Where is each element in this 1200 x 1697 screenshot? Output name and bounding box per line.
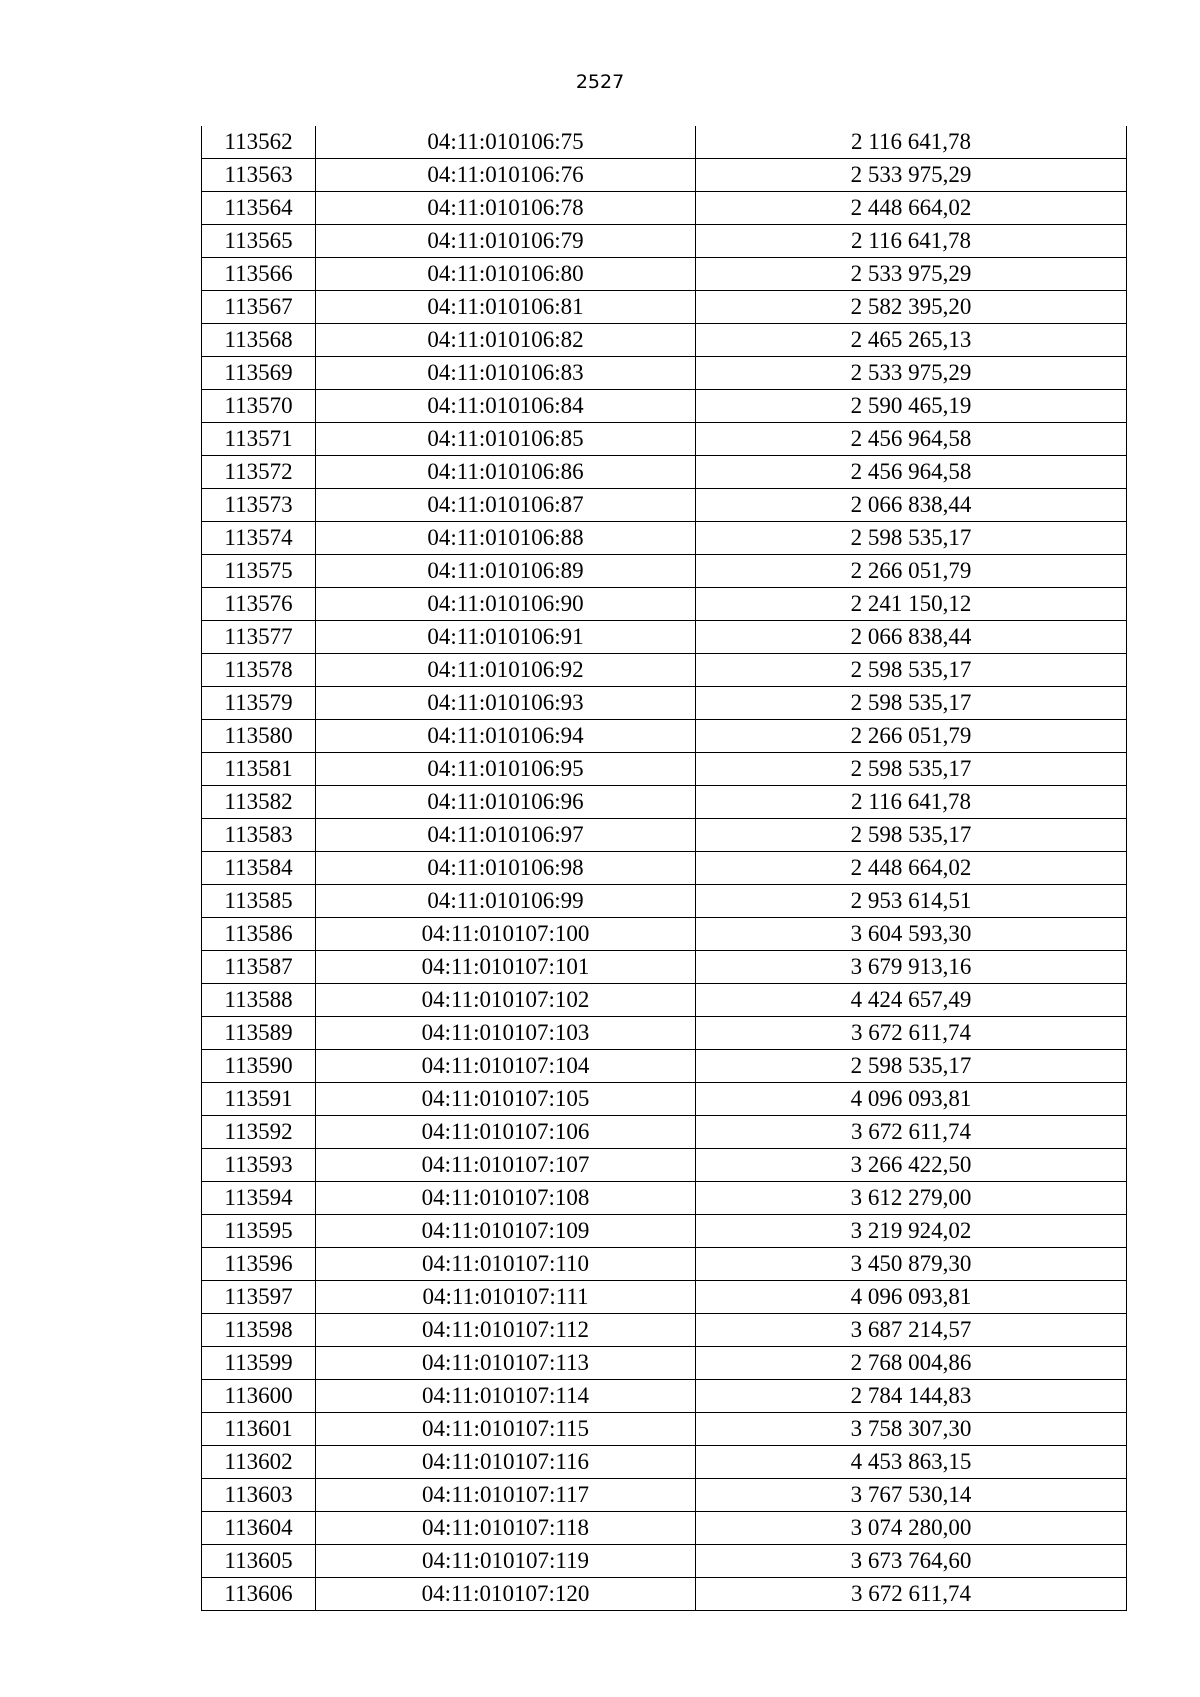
row-number-cell: 113581: [202, 753, 316, 786]
cadastral-value-cell: 2 784 144,83: [696, 1380, 1127, 1413]
row-number-cell: 113590: [202, 1050, 316, 1083]
table-row: [202, 324, 1127, 357]
cadastral-value-cell: 2 598 535,17: [696, 1050, 1127, 1083]
row-number-cell: 113573: [202, 489, 316, 522]
row-number-cell: 113601: [202, 1413, 316, 1446]
cadastral-value-cell: 2 241 150,12: [696, 588, 1127, 621]
cadastral-value-cell: 2 768 004,86: [696, 1347, 1127, 1380]
row-number-cell: 113604: [202, 1512, 316, 1545]
cadastral-value-cell: 3 074 280,00: [696, 1512, 1127, 1545]
table-row: [202, 753, 1127, 786]
cadastral-value-cell: 3 266 422,50: [696, 1149, 1127, 1182]
cadastral-value-cell: 4 096 093,81: [696, 1083, 1127, 1116]
cadastral-number-cell: 04:11:010107:110: [316, 1248, 696, 1281]
cadastral-number-cell: 04:11:010107:113: [316, 1347, 696, 1380]
cadastral-value-cell: 2 116 641,78: [696, 786, 1127, 819]
cadastral-number-cell: 04:11:010106:90: [316, 588, 696, 621]
row-number-cell: 113578: [202, 654, 316, 687]
row-number-cell: 113575: [202, 555, 316, 588]
row-number-cell: 113606: [202, 1578, 316, 1611]
row-number-cell: 113576: [202, 588, 316, 621]
row-number-cell: 113583: [202, 819, 316, 852]
cadastral-number-cell: 04:11:010107:103: [316, 1017, 696, 1050]
row-number-cell: 113597: [202, 1281, 316, 1314]
cadastral-value-cell: 4 424 657,49: [696, 984, 1127, 1017]
cadastral-number-cell: 04:11:010106:97: [316, 819, 696, 852]
cadastral-value-cell: 4 096 093,81: [696, 1281, 1127, 1314]
cadastral-number-cell: 04:11:010106:99: [316, 885, 696, 918]
table-row: [202, 786, 1127, 819]
table-row: [202, 621, 1127, 654]
cadastral-value-cell: 3 450 879,30: [696, 1248, 1127, 1281]
cadastral-value-cell: 2 533 975,29: [696, 258, 1127, 291]
table-row: [202, 1314, 1127, 1347]
cadastral-number-cell: 04:11:010106:86: [316, 456, 696, 489]
row-number-cell: 113577: [202, 621, 316, 654]
table-body: [202, 126, 1127, 1611]
cadastral-number-cell: 04:11:010106:92: [316, 654, 696, 687]
row-number-cell: 113563: [202, 159, 316, 192]
row-number-cell: 113595: [202, 1215, 316, 1248]
row-number-cell: 113587: [202, 951, 316, 984]
cadastral-value-cell: 2 598 535,17: [696, 753, 1127, 786]
row-number-cell: 113598: [202, 1314, 316, 1347]
row-number-cell: 113580: [202, 720, 316, 753]
table-row: [202, 555, 1127, 588]
cadastral-value-cell: 3 673 764,60: [696, 1545, 1127, 1578]
table-row: [202, 489, 1127, 522]
row-number-cell: 113602: [202, 1446, 316, 1479]
table-row: [202, 126, 1127, 159]
cadastral-number-cell: 04:11:010107:102: [316, 984, 696, 1017]
table-row: [202, 885, 1127, 918]
row-number-cell: 113605: [202, 1545, 316, 1578]
cadastral-value-cell: 2 590 465,19: [696, 390, 1127, 423]
table-row: [202, 1182, 1127, 1215]
row-number-cell: 113579: [202, 687, 316, 720]
row-number-cell: 113599: [202, 1347, 316, 1380]
table-row: [202, 423, 1127, 456]
table-row: [202, 984, 1127, 1017]
cadastral-number-cell: 04:11:010106:98: [316, 852, 696, 885]
table-row: [202, 1347, 1127, 1380]
cadastral-value-cell: 2 953 614,51: [696, 885, 1127, 918]
cadastral-number-cell: 04:11:010106:82: [316, 324, 696, 357]
cadastral-value-cell: 3 672 611,74: [696, 1578, 1127, 1611]
table-row: [202, 390, 1127, 423]
cadastral-number-cell: 04:11:010106:87: [316, 489, 696, 522]
row-number-cell: 113570: [202, 390, 316, 423]
table-row: [202, 1017, 1127, 1050]
table-row: [202, 1446, 1127, 1479]
cadastral-number-cell: 04:11:010107:119: [316, 1545, 696, 1578]
table-row: [202, 588, 1127, 621]
table-row: [202, 291, 1127, 324]
row-number-cell: 113572: [202, 456, 316, 489]
cadastral-number-cell: 04:11:010106:88: [316, 522, 696, 555]
cadastral-value-cell: 2 116 641,78: [696, 225, 1127, 258]
row-number-cell: 113569: [202, 357, 316, 390]
cadastral-value-cell: 3 758 307,30: [696, 1413, 1127, 1446]
cadastral-number-cell: 04:11:010107:109: [316, 1215, 696, 1248]
table-row: [202, 1248, 1127, 1281]
cadastral-value-cell: 2 116 641,78: [696, 126, 1127, 159]
cadastral-number-cell: 04:11:010106:95: [316, 753, 696, 786]
cadastral-number-cell: 04:11:010106:76: [316, 159, 696, 192]
row-number-cell: 113562: [202, 126, 316, 159]
cadastral-number-cell: 04:11:010106:93: [316, 687, 696, 720]
row-number-cell: 113574: [202, 522, 316, 555]
row-number-cell: 113584: [202, 852, 316, 885]
row-number-cell: 113586: [202, 918, 316, 951]
cadastral-number-cell: 04:11:010106:85: [316, 423, 696, 456]
table-row: [202, 1479, 1127, 1512]
cadastral-number-cell: 04:11:010107:118: [316, 1512, 696, 1545]
row-number-cell: 113567: [202, 291, 316, 324]
table-row: [202, 192, 1127, 225]
cadastral-number-cell: 04:11:010107:104: [316, 1050, 696, 1083]
cadastral-number-cell: 04:11:010106:89: [316, 555, 696, 588]
row-number-cell: 113585: [202, 885, 316, 918]
table-row: [202, 159, 1127, 192]
row-number-cell: 113564: [202, 192, 316, 225]
row-number-cell: 113600: [202, 1380, 316, 1413]
cadastral-value-cell: 2 266 051,79: [696, 555, 1127, 588]
cadastral-number-cell: 04:11:010106:81: [316, 291, 696, 324]
cadastral-number-cell: 04:11:010106:80: [316, 258, 696, 291]
cadastral-value-cell: 2 448 664,02: [696, 852, 1127, 885]
cadastral-number-cell: 04:11:010106:91: [316, 621, 696, 654]
cadastral-number-cell: 04:11:010107:116: [316, 1446, 696, 1479]
row-number-cell: 113565: [202, 225, 316, 258]
cadastral-value-cell: 3 612 279,00: [696, 1182, 1127, 1215]
cadastral-number-cell: 04:11:010107:115: [316, 1413, 696, 1446]
row-number-cell: 113592: [202, 1116, 316, 1149]
cadastral-value-cell: 2 598 535,17: [696, 654, 1127, 687]
table-row: [202, 1380, 1127, 1413]
table-row: [202, 918, 1127, 951]
cadastral-number-cell: 04:11:010107:111: [316, 1281, 696, 1314]
cadastral-value-cell: 2 066 838,44: [696, 621, 1127, 654]
cadastral-value-cell: 2 533 975,29: [696, 357, 1127, 390]
table-row: [202, 456, 1127, 489]
row-number-cell: 113593: [202, 1149, 316, 1182]
cadastral-number-cell: 04:11:010107:114: [316, 1380, 696, 1413]
table-row: [202, 1578, 1127, 1611]
table-row: [202, 654, 1127, 687]
row-number-cell: 113566: [202, 258, 316, 291]
cadastral-value-cell: 3 219 924,02: [696, 1215, 1127, 1248]
cadastral-number-cell: 04:11:010107:120: [316, 1578, 696, 1611]
page-number: 2527: [575, 71, 625, 93]
table-row: [202, 1215, 1127, 1248]
table-row: [202, 225, 1127, 258]
table-row: [202, 1413, 1127, 1446]
cadastral-number-cell: 04:11:010106:79: [316, 225, 696, 258]
row-number-cell: 113582: [202, 786, 316, 819]
cadastral-number-cell: 04:11:010107:100: [316, 918, 696, 951]
cadastral-value-cell: 3 679 913,16: [696, 951, 1127, 984]
cadastral-number-cell: 04:11:010106:83: [316, 357, 696, 390]
cadastral-number-cell: 04:11:010106:78: [316, 192, 696, 225]
row-number-cell: 113591: [202, 1083, 316, 1116]
row-number-cell: 113571: [202, 423, 316, 456]
row-number-cell: 113596: [202, 1248, 316, 1281]
cadastral-number-cell: 04:11:010107:101: [316, 951, 696, 984]
cadastral-number-cell: 04:11:010107:107: [316, 1149, 696, 1182]
cadastral-value-cell: 2 465 265,13: [696, 324, 1127, 357]
cadastral-value-table: [201, 126, 1127, 1611]
cadastral-value-cell: 3 672 611,74: [696, 1116, 1127, 1149]
table-row: [202, 951, 1127, 984]
cadastral-value-cell: 2 066 838,44: [696, 489, 1127, 522]
table-row: [202, 1083, 1127, 1116]
row-number-cell: 113588: [202, 984, 316, 1017]
table-row: [202, 720, 1127, 753]
cadastral-value-cell: 2 533 975,29: [696, 159, 1127, 192]
cadastral-value-cell: 2 456 964,58: [696, 423, 1127, 456]
cadastral-number-cell: 04:11:010107:117: [316, 1479, 696, 1512]
cadastral-value-cell: 3 604 593,30: [696, 918, 1127, 951]
table-row: [202, 1149, 1127, 1182]
table-row: [202, 1281, 1127, 1314]
row-number-cell: 113603: [202, 1479, 316, 1512]
cadastral-value-cell: 2 456 964,58: [696, 456, 1127, 489]
cadastral-value-cell: 2 598 535,17: [696, 819, 1127, 852]
row-number-cell: 113568: [202, 324, 316, 357]
cadastral-number-cell: 04:11:010107:112: [316, 1314, 696, 1347]
cadastral-value-cell: 3 672 611,74: [696, 1017, 1127, 1050]
cadastral-number-cell: 04:11:010106:75: [316, 126, 696, 159]
table-row: [202, 522, 1127, 555]
cadastral-value-cell: 3 687 214,57: [696, 1314, 1127, 1347]
table-row: [202, 1116, 1127, 1149]
cadastral-value-cell: 2 598 535,17: [696, 522, 1127, 555]
cadastral-number-cell: 04:11:010107:106: [316, 1116, 696, 1149]
cadastral-value-cell: 3 767 530,14: [696, 1479, 1127, 1512]
cadastral-value-cell: 4 453 863,15: [696, 1446, 1127, 1479]
cadastral-number-cell: 04:11:010106:96: [316, 786, 696, 819]
cadastral-value-cell: 2 582 395,20: [696, 291, 1127, 324]
table-row: [202, 258, 1127, 291]
cadastral-number-cell: 04:11:010107:105: [316, 1083, 696, 1116]
cadastral-value-cell: 2 448 664,02: [696, 192, 1127, 225]
table-row: [202, 819, 1127, 852]
table-row: [202, 357, 1127, 390]
row-number-cell: 113589: [202, 1017, 316, 1050]
table-row: [202, 1545, 1127, 1578]
row-number-cell: 113594: [202, 1182, 316, 1215]
cadastral-number-cell: 04:11:010106:94: [316, 720, 696, 753]
table-row: [202, 1050, 1127, 1083]
table-row: [202, 687, 1127, 720]
table-row: [202, 1512, 1127, 1545]
table-row: [202, 852, 1127, 885]
cadastral-number-cell: 04:11:010106:84: [316, 390, 696, 423]
cadastral-value-cell: 2 598 535,17: [696, 687, 1127, 720]
cadastral-number-cell: 04:11:010107:108: [316, 1182, 696, 1215]
cadastral-value-cell: 2 266 051,79: [696, 720, 1127, 753]
